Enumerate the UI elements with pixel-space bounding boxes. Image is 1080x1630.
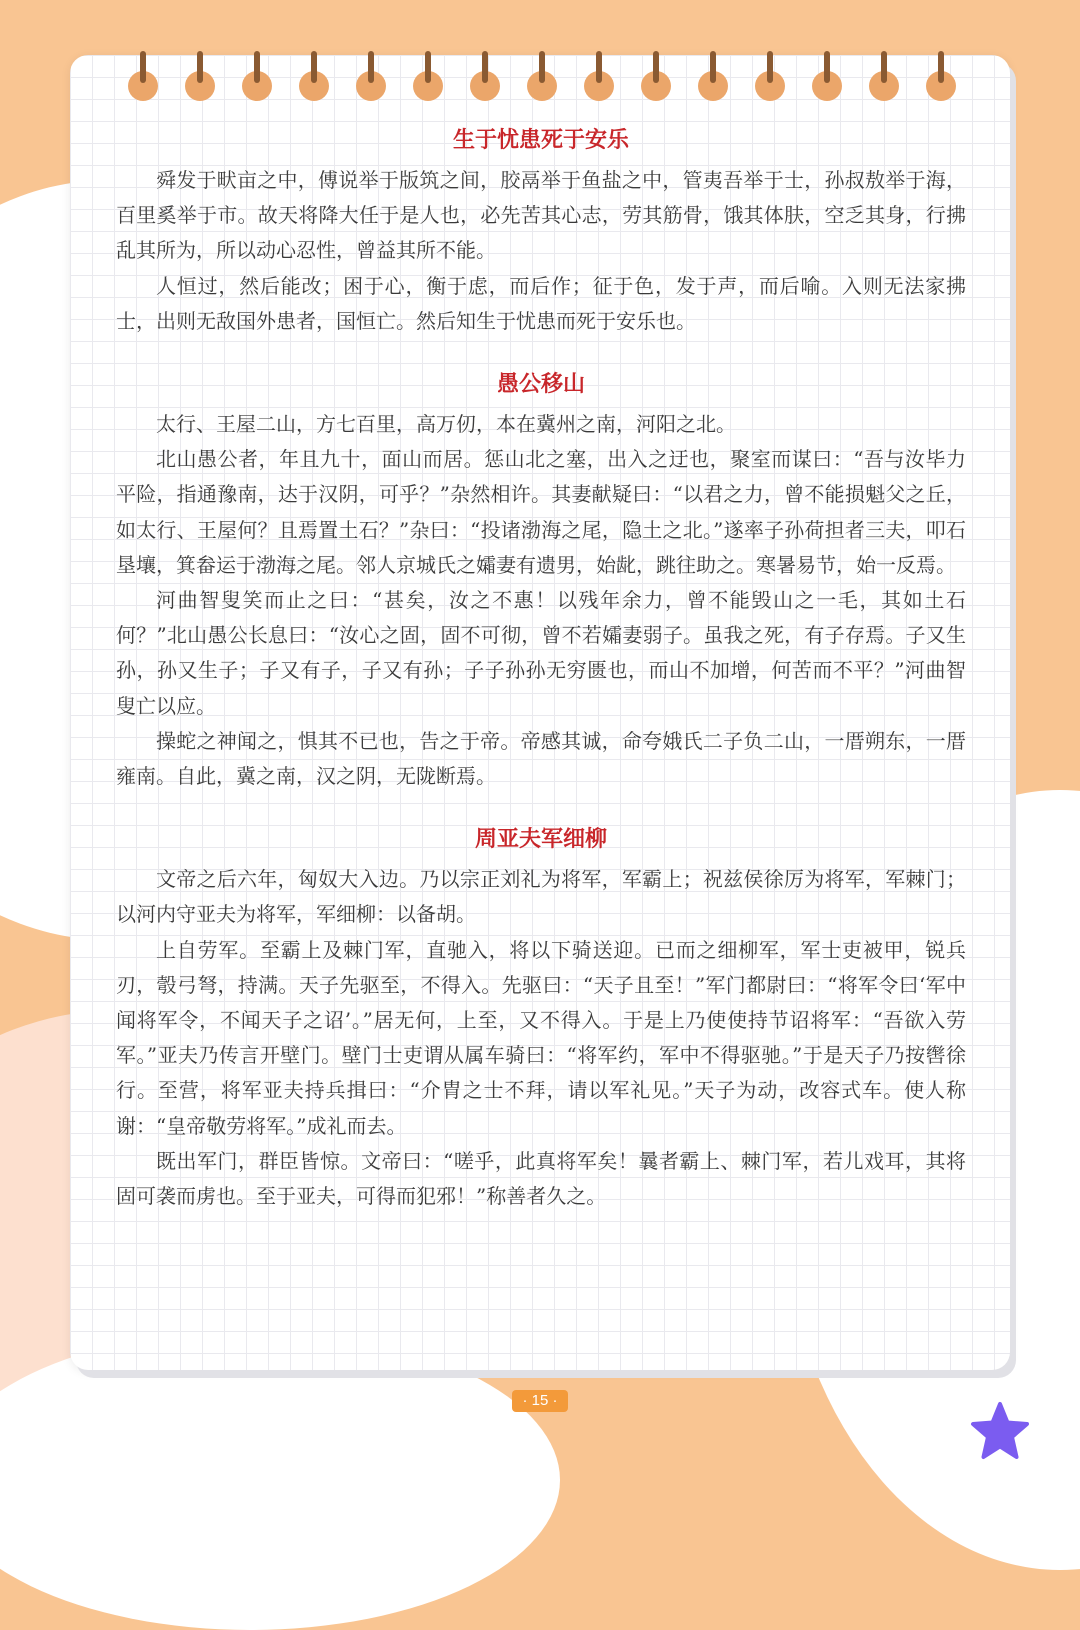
section-shengyu-youhuan — [116, 125, 966, 339]
paragraph: 河曲智叟笑而止之曰：“甚矣，汝之不惠！以残年余力，曾不能毁山之一毛，其如土石何？”北山愚公长息曰：“汝心之固，固不可彻，曾不若孀妻弱子。虽我之死，有子存焉。子又生孙，孙又生子；子又有子，子又有孙；子子孙孙无穷匮也，而山不加增，何苦而不平？”河曲智叟亡以应。 — [116, 588, 966, 718]
notebook-ring-icon — [242, 51, 272, 103]
paragraph: 操蛇之神闻之，惧其不已也，告之于帝。帝感其诚，命夸娥氏二子负二山，一厝朔东，一厝雍南。自此，冀之南，汉之阴，无陇断焉。 — [116, 728, 966, 789]
notebook-ring-icon — [470, 51, 500, 103]
paragraph: 上自劳军。至霸上及棘门军，直驰入，将以下骑送迎。已而之细柳军，军士吏被甲，锐兵刃，彀弓弩，持满。天子先驱至，不得入。先驱曰：“天子且至！”军门都尉曰：“将军令曰‘军中闻将军令，不闻天子之诏’。”居无何，上至，又不得入。于是上乃使使持节诏将军：“吾欲入劳军。”亚夫乃传言开壁门。壁门士吏谓从属车骑曰：“将军约，军中不得驱驰。”于是天子乃按辔徐行。至营，将军亚夫持兵揖曰：“介胄之士不拜，请以军礼见。”天子为动，改容式车。使人称谢：“皇帝敬劳将军。”成礼而去。 — [116, 937, 966, 1138]
notebook-ring-icon — [926, 51, 956, 103]
notebook-ring-icon — [812, 51, 842, 103]
notebook-ring-icon — [299, 51, 329, 103]
notebook-ring-icon — [584, 51, 614, 103]
notebook-ring-icon — [413, 51, 443, 103]
section-zhou-yafu — [116, 824, 966, 1214]
notebook-ring-icon — [527, 51, 557, 103]
paragraph: 文帝之后六年，匈奴大入边。乃以宗正刘礼为将军，军霸上；祝兹侯徐厉为将军，军棘门；以河内守亚夫为将军，军细柳：以备胡。 — [116, 867, 966, 927]
star-icon — [968, 1400, 1032, 1464]
page-content — [116, 125, 966, 1244]
paragraph: 舜发于畎亩之中，傅说举于版筑之间，胶鬲举于鱼盐之中，管夷吾举于士，孙叔敖举于海，百里奚举于市。故天将降大任于是人也，必先苦其心志，劳其筋骨，饿其体肤，空乏其身，行拂乱其所为，所以动心忍性，曾益其所不能。 — [116, 168, 966, 263]
notebook-ring-icon — [755, 51, 785, 103]
page-number: · 15 · — [512, 1390, 568, 1412]
section-title: 周亚夫军细柳 — [474, 826, 607, 853]
background-blob — [0, 1330, 560, 1630]
notebook-ring-icon — [128, 51, 158, 103]
paragraph: 人恒过，然后能改；困于心，衡于虑，而后作；征于色，发于声，而后喻。入则无法家拂士，出则无敌国外患者，国恒亡。然后知生于忧患而死于安乐也。 — [116, 273, 966, 333]
paragraph: 太行、王屋二山，方七百里，高万仞，本在冀州之南，河阳之北。 — [156, 412, 736, 437]
section-title: 愚公移山 — [496, 371, 585, 398]
notebook-ring-icon — [869, 51, 899, 103]
notebook-ring-icon — [698, 51, 728, 103]
notebook-ring-icon — [185, 51, 215, 103]
paragraph: 既出军门，群臣皆惊。文帝曰：“嗟乎，此真将军矣！曩者霸上、棘门军，若儿戏耳，其将固可袭而虏也。至于亚夫，可得而犯邪！”称善者久之。 — [116, 1148, 966, 1209]
notebook-ring-icon — [641, 51, 671, 103]
paragraph: 北山愚公者，年且九十，面山而居。惩山北之塞，出入之迂也，聚室而谋曰：“吾与汝毕力平险，指通豫南，达于汉阴，可乎？”杂然相许。其妻献疑曰：“以君之力，曾不能损魁父之丘，如太行、王屋何？且焉置土石？”杂曰：“投诸渤海之尾，隐土之北。”遂率子孙荷担者三夫，叩石垦壤，箕畚运于渤海之尾。邻人京城氏之孀妻有遗男，始龀，跳往助之。寒暑易节，始一反焉。 — [116, 447, 966, 577]
notebook-ring-icon — [356, 51, 386, 103]
section-yugong-yishan — [116, 369, 966, 794]
notebook-page — [70, 55, 1010, 1370]
section-title: 生于忧患死于安乐 — [452, 127, 629, 153]
